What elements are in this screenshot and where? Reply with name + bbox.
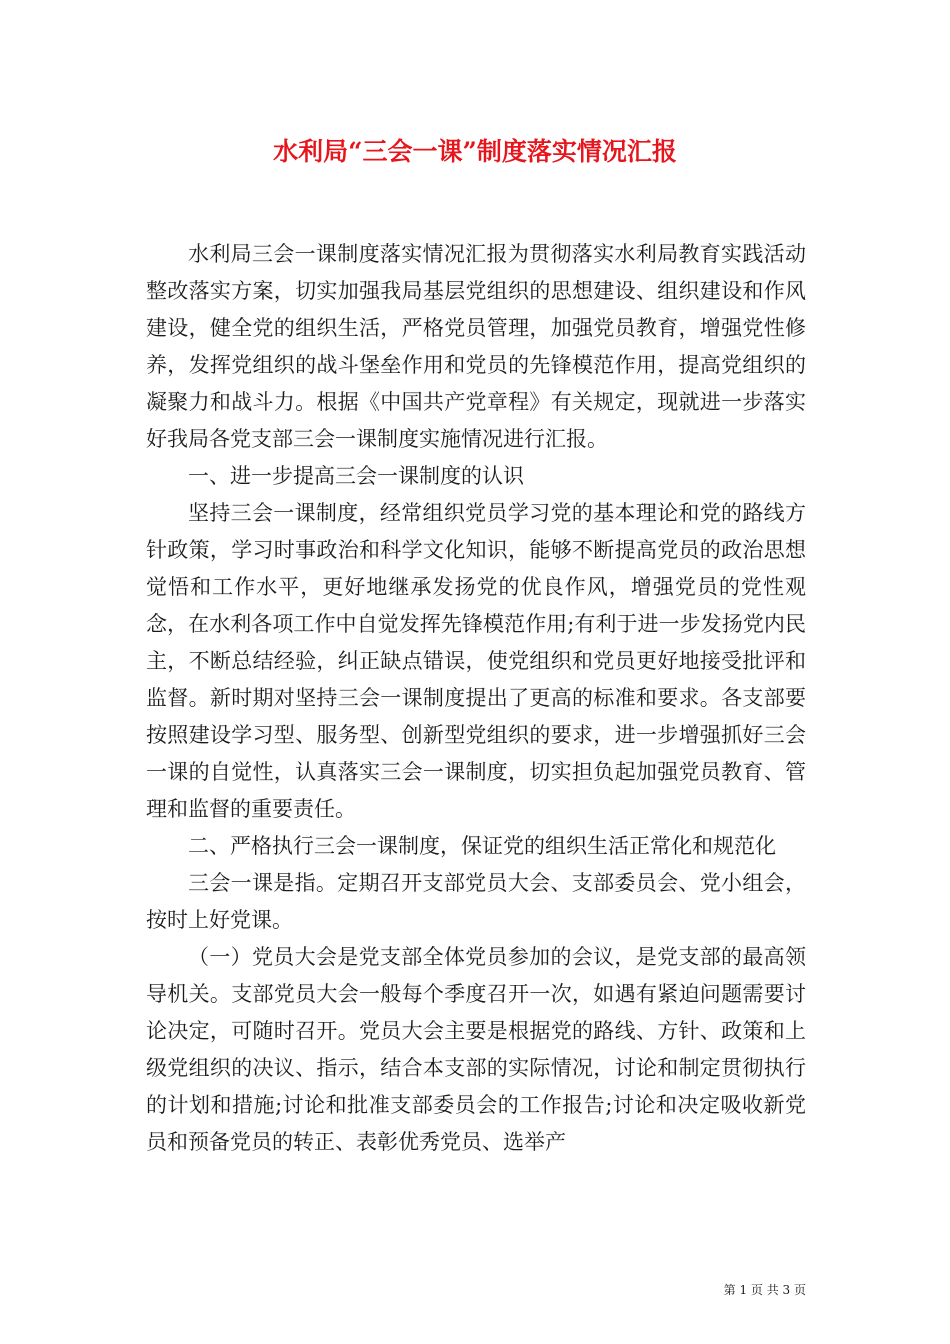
section-heading-1: 一、进一步提高三会一课制度的认识	[188, 464, 524, 488]
paragraph-intro: 水利局三会一课制度落实情况汇报为贯彻落实水利局教育实践活动整改落实方案，切实加强我局基层党组织的思想建设、组织建设和作风建设，健全党的组织生活，严格党员管理，加强党员教育，增强党性修养，发挥党组织的战斗堡垒作用和党员的先锋模范作用，提高党组织的凝聚力和战斗力。根据《中国共产党章程》有关规定，现就进一步落实好我局各党支部三会一课制度实施情况进行汇报。	[146, 242, 806, 451]
document-body	[146, 236, 806, 1161]
section-heading-2: 二、严格执行三会一课制度，保证党的组织生活正常化和规范化	[188, 834, 776, 858]
page-number: 第 1 页 共 3 页	[723, 1283, 806, 1297]
paragraph-party-meeting: （一）党员大会是党支部全体党员参加的会议，是党支部的最高领导机关。支部党员大会一般每个季度召开一次，如遇有紧迫问题需要讨论决定，可随时召开。党员大会主要是根据党的路线、方针、政策和上级党组织的决议、指示，结合本支部的实际情况，讨论和制定贯彻执行的计划和措施;讨论和批准支部委员会的工作报告;讨论和决定吸收新党员和预备党员的转正、表彰优秀党员、选举产	[146, 945, 806, 1154]
paragraph-section-1: 坚持三会一课制度，经常组织党员学习党的基本理论和党的路线方针政策，学习时事政治和科学文化知识，能够不断提高党员的政治思想觉悟和工作水平，更好地继承发扬党的优良作风，增强党员的党性观念，在水利各项工作中自觉发挥先锋模范作用;有利于进一步发扬党内民主，不断总结经验，纠正缺点错误，使党组织和党员更好地接受批评和监督。新时期对坚持三会一课制度提出了更高的标准和要求。各支部要按照建设学习型、服务型、创新型党组织的要求，进一步增强抓好三会一课的自觉性，认真落实三会一课制度，切实担负起加强党员教育、管理和监督的重要责任。	[146, 501, 806, 821]
paragraph-definition: 三会一课是指。定期召开支部党员大会、支部委员会、党小组会，按时上好党课。	[146, 871, 806, 932]
document-title: 水利局“三会一课”制度落实情况汇报	[273, 137, 677, 166]
